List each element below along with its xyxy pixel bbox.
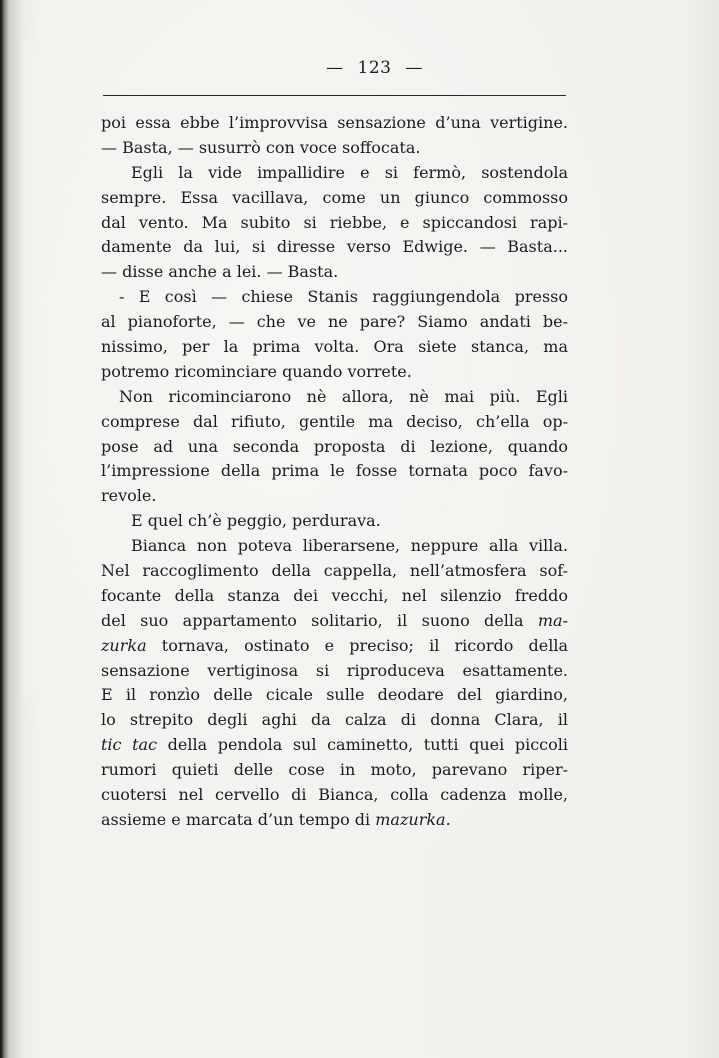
text-line — [101, 808, 568, 833]
text-line: damente da lui, si diresse verso Edwige. — Basta... — [101, 237, 568, 257]
italic-word: ma- — [537, 610, 568, 630]
text-line: — Basta, — susurrò con voce soffocata. — [101, 137, 421, 157]
text-line: pose ad una seconda proposta di lezione, quando — [101, 436, 568, 456]
text-line: sempre. Essa vacillava, come un giunco commosso — [101, 187, 568, 207]
italic-word: zurka — [101, 635, 147, 655]
text-segment: della pendola sul caminetto, tutti quei piccoli — [167, 735, 568, 755]
text-line — [101, 733, 568, 758]
header-dash-left: — — [326, 58, 344, 78]
text-line: Bianca non poteva liberarsene, neppure alla villa. — [131, 536, 568, 556]
text-segment: del suo appartamento solitario, il suono della — [101, 610, 524, 630]
text-line: l’impressione della prima le fosse tornata poco favo- — [101, 461, 568, 481]
text-line: potremo ricominciare quando vorrete. — [101, 361, 412, 381]
text-line: cuotersi nel cervello di Bianca, colla cadenza molle, — [101, 785, 568, 805]
italic-word: mazurka. — [375, 809, 451, 829]
body-text — [101, 111, 568, 833]
text-line: al pianoforte, — che ve ne pare? Siamo andati be- — [101, 312, 568, 332]
text-line: comprese dal rifiuto, gentile ma deciso, ch’ella op- — [101, 411, 568, 431]
text-line: E quel ch’è peggio, perdurava. — [131, 511, 381, 531]
text-line: Egli la vide impallidire e si fermò, sostendola — [131, 162, 568, 182]
text-line: lo strepito degli aghi da calza di donna Clara, il — [101, 710, 568, 730]
text-line: revole. — [101, 486, 157, 506]
text-line: Non ricominciarono nè allora, nè mai più. Egli — [119, 386, 568, 406]
text-line: — disse anche a lei. — Basta. — [101, 262, 339, 282]
text-line: sensazione vertiginosa si riproduceva esattamente. — [101, 660, 568, 680]
page-header — [0, 58, 719, 78]
header-dash-right: — — [405, 58, 423, 78]
text-line: rumori quieti delle cose in moto, parevano riper- — [101, 760, 568, 780]
header-rule — [103, 95, 566, 96]
text-segment: assieme e marcata d’un tempo di — [101, 809, 371, 829]
text-line: - E così — chiese Stanis raggiungendola presso — [119, 287, 568, 307]
text-line — [101, 634, 568, 659]
page-binding-edge — [0, 0, 24, 1058]
text-line: nissimo, per la prima volta. Ora siete stanca, ma — [101, 337, 568, 357]
italic-word: tic tac — [101, 735, 158, 755]
text-line — [101, 609, 568, 634]
text-line: Nel raccoglimento della cappella, nell’atmosfera sof- — [101, 561, 568, 581]
text-line: poi essa ebbe l’improvvisa sensazione d’una vertigine. — [101, 113, 568, 132]
text-line: dal vento. Ma subito si riebbe, e spiccandosi rapi- — [101, 212, 568, 232]
page-number: 123 — [357, 58, 392, 78]
text-segment: tornava, ostinato e preciso; il ricordo della — [161, 635, 568, 655]
text-line: focante della stanza dei vecchi, nel silenzio freddo — [101, 585, 568, 605]
text-line: E il ronzìo delle cicale sulle deodare del giardino, — [101, 685, 568, 705]
